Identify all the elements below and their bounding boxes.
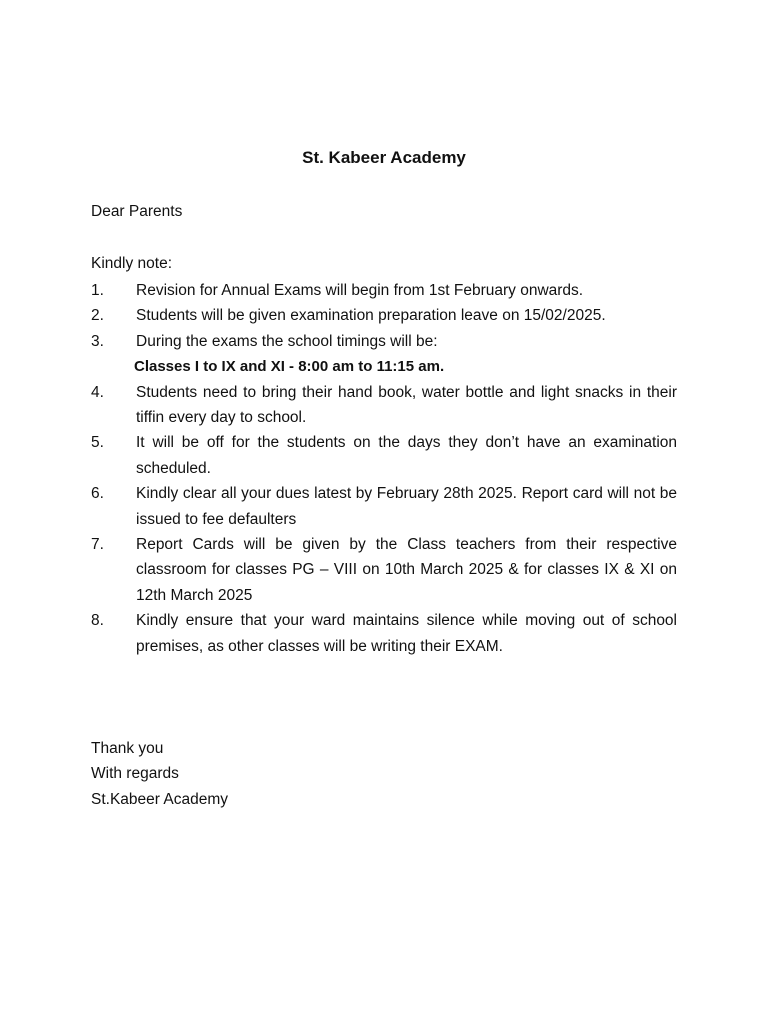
list-item — [91, 278, 677, 303]
item-number: 2. — [91, 307, 104, 325]
item-text: Report Cards will be given by the Class teachers from their respective classroom for classes PG – VIII on 10th March 2025 & for classes IX & XI on 12th March 2025 — [136, 536, 677, 604]
salutation: Dear Parents — [91, 203, 183, 220]
list-item — [91, 380, 677, 431]
item-text: Kindly clear all your dues latest by February 28th 2025. Report card will not be issued to fee defaulters — [136, 485, 677, 528]
item-text: Kindly ensure that your ward maintains silence while moving out of school premises, as other classes will be writing their EXAM. — [136, 612, 677, 655]
list-item — [91, 481, 677, 532]
list-item — [91, 430, 677, 481]
item-number: 5. — [91, 434, 104, 452]
item-text: Revision for Annual Exams will begin from 1st February onwards. — [136, 282, 584, 299]
item-text: Students need to bring their hand book, water bottle and light snacks in their tiffin every day to school. — [136, 383, 677, 427]
item-number: 6. — [91, 485, 104, 503]
document-title: St. Kabeer Academy — [302, 148, 466, 167]
school-timings-note: Classes I to IX and XI - 8:00 am to 11:15 am. — [134, 358, 445, 376]
item-text: Students will be given examination preparation leave on 15/02/2025. — [136, 307, 606, 325]
item-number: 8. — [91, 612, 104, 630]
closing-thanks: Thank you — [91, 740, 164, 757]
item-text: It will be off for the students on the days they don’t have an examination scheduled. — [136, 434, 677, 477]
intro-text: Kindly note: — [91, 255, 172, 272]
notice-list — [91, 278, 677, 659]
list-item — [91, 303, 677, 328]
item-number: 4. — [91, 383, 104, 401]
list-item — [91, 608, 677, 659]
closing-regards: With regards — [91, 765, 179, 783]
list-item — [91, 532, 677, 608]
item-number: 3. — [91, 332, 104, 350]
closing-signature: St.Kabeer Academy — [91, 790, 228, 808]
item-text: During the exams the school timings will be: — [136, 332, 438, 350]
item-number: 7. — [91, 536, 104, 554]
list-item — [91, 329, 677, 380]
closing-block — [91, 736, 228, 812]
item-number: 1. — [91, 282, 104, 299]
